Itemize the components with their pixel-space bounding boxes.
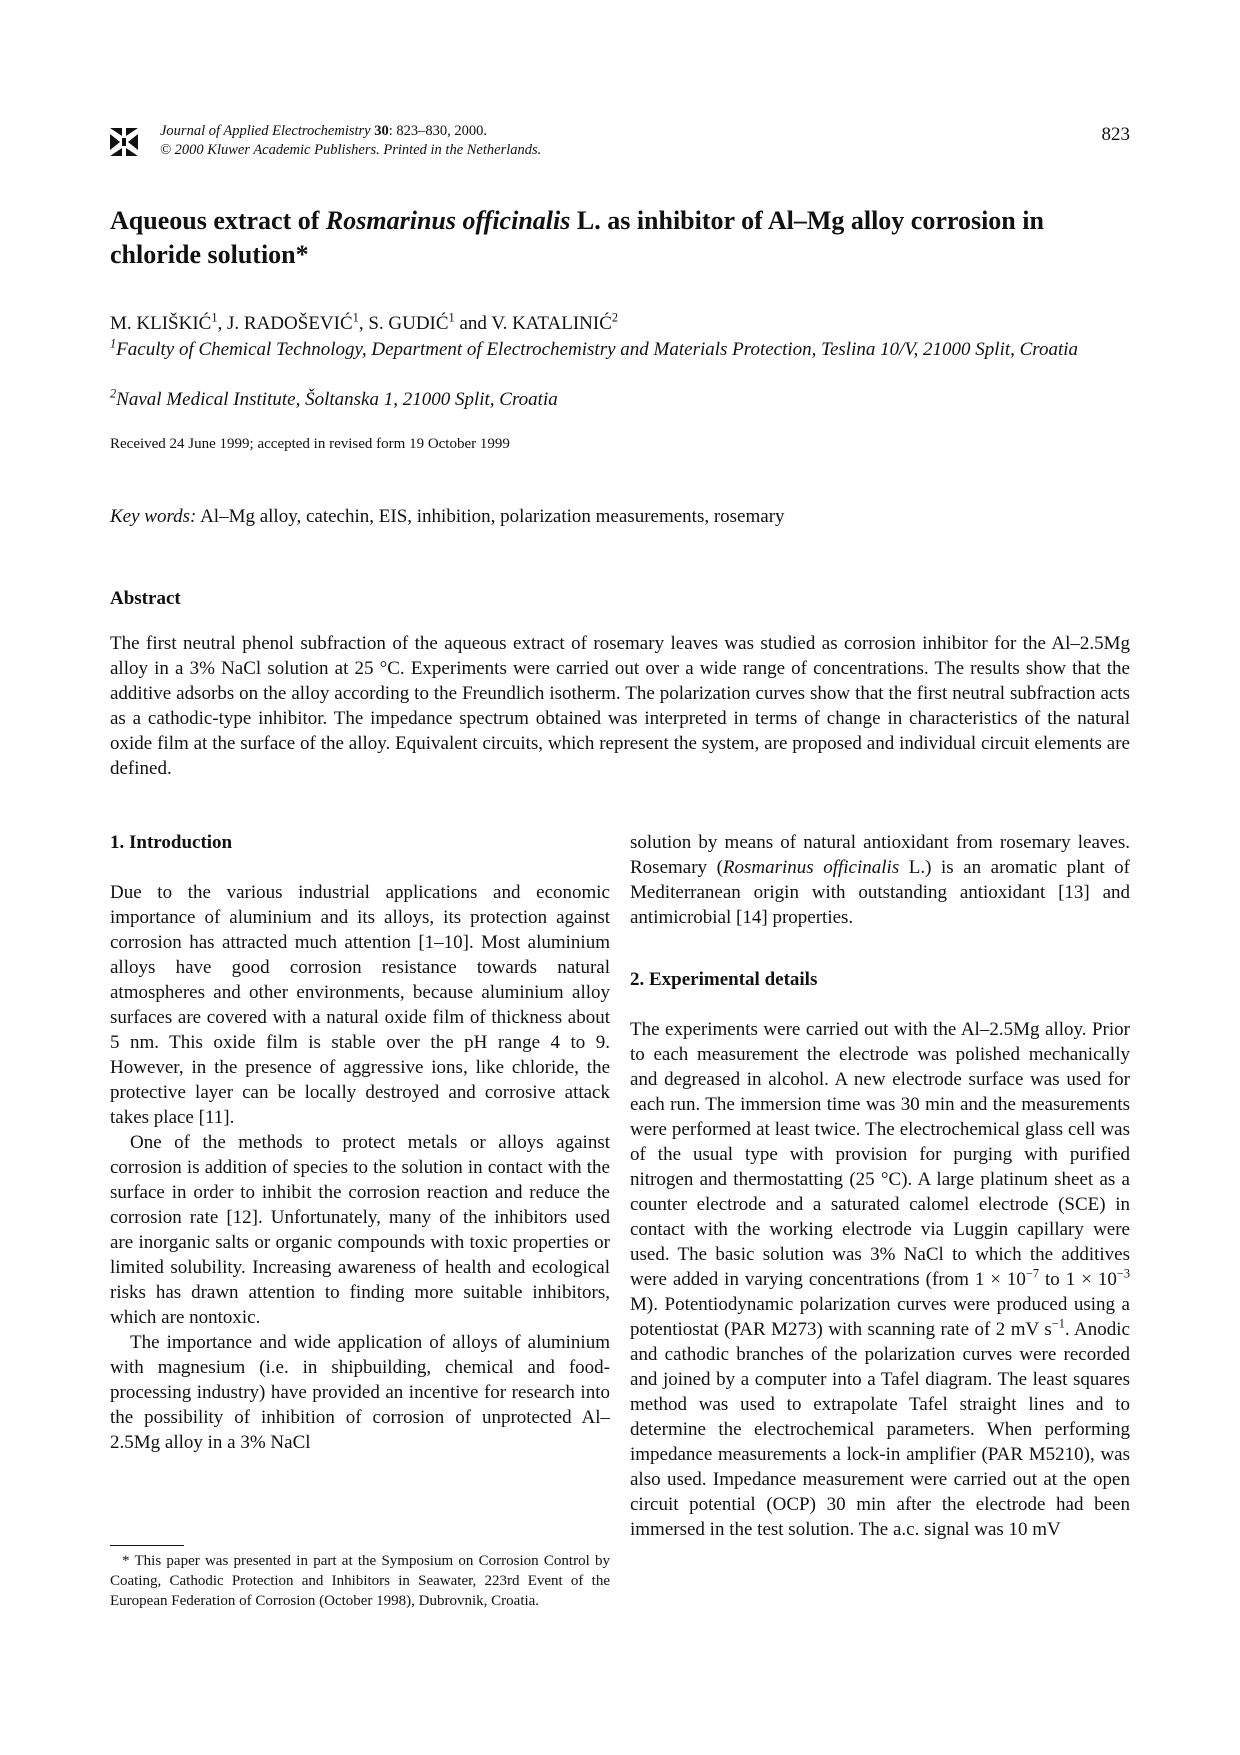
- section-heading-experimental: 2. Experimental details: [630, 969, 818, 990]
- author-affiliation-mark: 1: [448, 310, 455, 325]
- species-name: Rosmarinus officinalis: [722, 857, 900, 878]
- title-part-1: Aqueous extract of: [110, 206, 326, 235]
- section-heading-introduction: 1. Introduction: [110, 832, 233, 853]
- author-separator: ,: [358, 313, 369, 334]
- author-name: M. KLIŠKIĆ: [110, 313, 212, 334]
- experimental-text: M). Potentiodynamic polarization curves were produced using a potentiostat (PAR M273) with scanning rate of 2 mV s: [630, 1294, 1130, 1340]
- affiliation-text: Naval Medical Institute, Šoltanska 1, 21000 Split, Croatia: [116, 389, 558, 410]
- footnote-text: * This paper was presented in part at the Symposium on Corrosion Control by Coating, Cathodic Protection and Inhibitors in Seawater, 223rd Event of the European Federation of Corrosion (October 1998), Dubrovnik, Croatia.: [110, 1553, 610, 1609]
- author-separator: ,: [217, 313, 228, 334]
- author-affiliation-mark: 2: [611, 310, 619, 325]
- keywords-label: Key words:: [110, 506, 197, 527]
- footnote-rule: [110, 1545, 184, 1546]
- author-name: V. KATALINIĆ: [491, 313, 612, 334]
- title-species: Rosmarinus officinalis: [325, 206, 571, 235]
- experimental-text: The experiments were carried out with the Al–2.5Mg alloy. Prior to each measurement the electrode was polished mechanically and degreased in alcohol. A new electrode surface was used for each run. The immersion time was 30 min and the measurements were performed at least twice. The electrochemical glass cell was of the usual type with provision for purging with purified nitrogen and thermostatting (25 °C). A large platinum sheet as a counter electrode and a saturated calomel electrode (SCE) in contact with the working electrode via Luggin capillary were used. The basic solution was 3% NaCl to which the additives were added in varying concentrations (from 1 × 10: [630, 1019, 1130, 1290]
- abstract-heading: Abstract: [110, 588, 181, 609]
- keywords-text: Al–Mg alloy, catechin, EIS, inhibition, polarization measurements, rosemary: [196, 506, 785, 527]
- experimental-paragraph: [630, 1017, 1130, 1542]
- keywords: [110, 506, 785, 528]
- copyright-line: © 2000 Kluwer Academic Publishers. Printed in the Netherlands.: [160, 142, 542, 158]
- exponent: −1: [1051, 1316, 1065, 1331]
- journal-volume: 30: [374, 123, 389, 139]
- affiliation-text: Faculty of Chemical Technology, Department of Electrochemistry and Materials Protection, Teslina 10/V, 21000 Split, Croatia: [116, 339, 1079, 360]
- intro-paragraph-2: One of the methods to protect metals or alloys against corrosion is addition of species to the solution in contact with the surface in order to inhibit the corrosion reaction and reduce the corrosion rate [12]. Unfortunately, many of the inhibitors used are inorganic salts or organic compounds with toxic properties or limited solubility. Increasing awareness of health and ecological risks has drawn attention to finding more suitable inhibitors, which are nontoxic.: [110, 1132, 610, 1328]
- footnote: [110, 1551, 610, 1611]
- affiliation-mark: 2: [110, 386, 117, 401]
- author-name: S. GUDIĆ: [368, 313, 449, 334]
- experimental-text: . Anodic and cathodic branches of the polarization curves were recorded and joined by a computer into a Tafel diagram. The least squares method was used to extrapolate Tafel straight lines and to determine the electrochemical parameters. When performing impedance measurements a lock-in amplifier (PAR M5210), was also used. Impedance measurement were carried out at the open circuit potential (OCP) 30 min after the electrode had been immersed in the test solution. The a.c. signal was 10 mV: [630, 1319, 1130, 1540]
- affiliation-2: [110, 388, 1130, 411]
- affiliation-1: [110, 338, 1130, 361]
- journal-name: Journal of Applied Electrochemistry: [160, 123, 371, 139]
- received-dates: Received 24 June 1999; accepted in revised form 19 October 1999: [110, 436, 510, 452]
- author-affiliation-mark: 1: [211, 310, 218, 325]
- publisher-logo-icon: [108, 124, 140, 160]
- left-column: [110, 830, 610, 1455]
- page-number: 823: [1101, 124, 1130, 145]
- right-column: [630, 830, 1130, 1542]
- author-list: [110, 310, 619, 335]
- journal-pages: : 823–830, 2000.: [388, 123, 488, 139]
- paper-title: [110, 204, 1110, 272]
- title-part-2: L. as inhibitor of Al–Mg alloy corrosion in chloride solution*: [110, 206, 1044, 269]
- affiliation-mark: 1: [110, 336, 117, 351]
- intro-continuation-text: solution by means of natural antioxidant from rosemary leaves. Rosemary (: [630, 832, 1130, 878]
- intro-continuation: [630, 830, 1130, 930]
- abstract-text: The first neutral phenol subfraction of the aqueous extract of rosemary leaves was studied as corrosion inhibitor for the Al–2.5Mg alloy in a 3% NaCl solution at 25 °C. Experiments were carried out over a wide range of concentrations. The results show that the additive adsorbs on the alloy according to the Freundlich isotherm. The polarization curves show that the first neutral subfraction acts as a cathodic-type inhibitor. The impedance spectrum obtained was interpreted in terms of change in characteristics of the natural oxide film at the surface of the alloy. Equivalent circuits, which represent the system, are proposed and individual circuit elements are defined.: [110, 633, 1130, 779]
- exponent: −7: [1025, 1266, 1040, 1281]
- journal-citation: [160, 122, 541, 160]
- author-affiliation-mark: 1: [352, 310, 359, 325]
- exponent: −3: [1116, 1266, 1130, 1281]
- author-name: J. RADOŠEVIĆ: [227, 313, 353, 334]
- intro-continuation-text: L.) is an aromatic plant of Mediterranean origin with outstanding antioxidant [13] and antimicrobial [14] properties.: [630, 857, 1130, 928]
- intro-paragraph-1: Due to the various industrial applications and economic importance of aluminium and its alloys, its protection against corrosion has attracted much attention [1–10]. Most aluminium alloys have good corrosion resistance towards natural atmospheres and other environments, because aluminium alloy surfaces are covered with a natural oxide film of thickness about 5 nm. This oxide film is stable over the pH range 4 to 9. However, in the presence of aggressive ions, like chloride, the protective layer can be locally destroyed and corrosive attack takes place [11].: [110, 882, 610, 1128]
- intro-paragraph-3: The importance and wide application of alloys of aluminium with magnesium (i.e. in shipbuilding, chemical and food-processing industry) have provided an incentive for research into the possibility of inhibition of corrosion of unprotected Al–2.5Mg alloy in a 3% NaCl: [110, 1332, 610, 1453]
- experimental-text: to 1 × 10: [1039, 1269, 1117, 1290]
- author-separator: and: [454, 313, 492, 334]
